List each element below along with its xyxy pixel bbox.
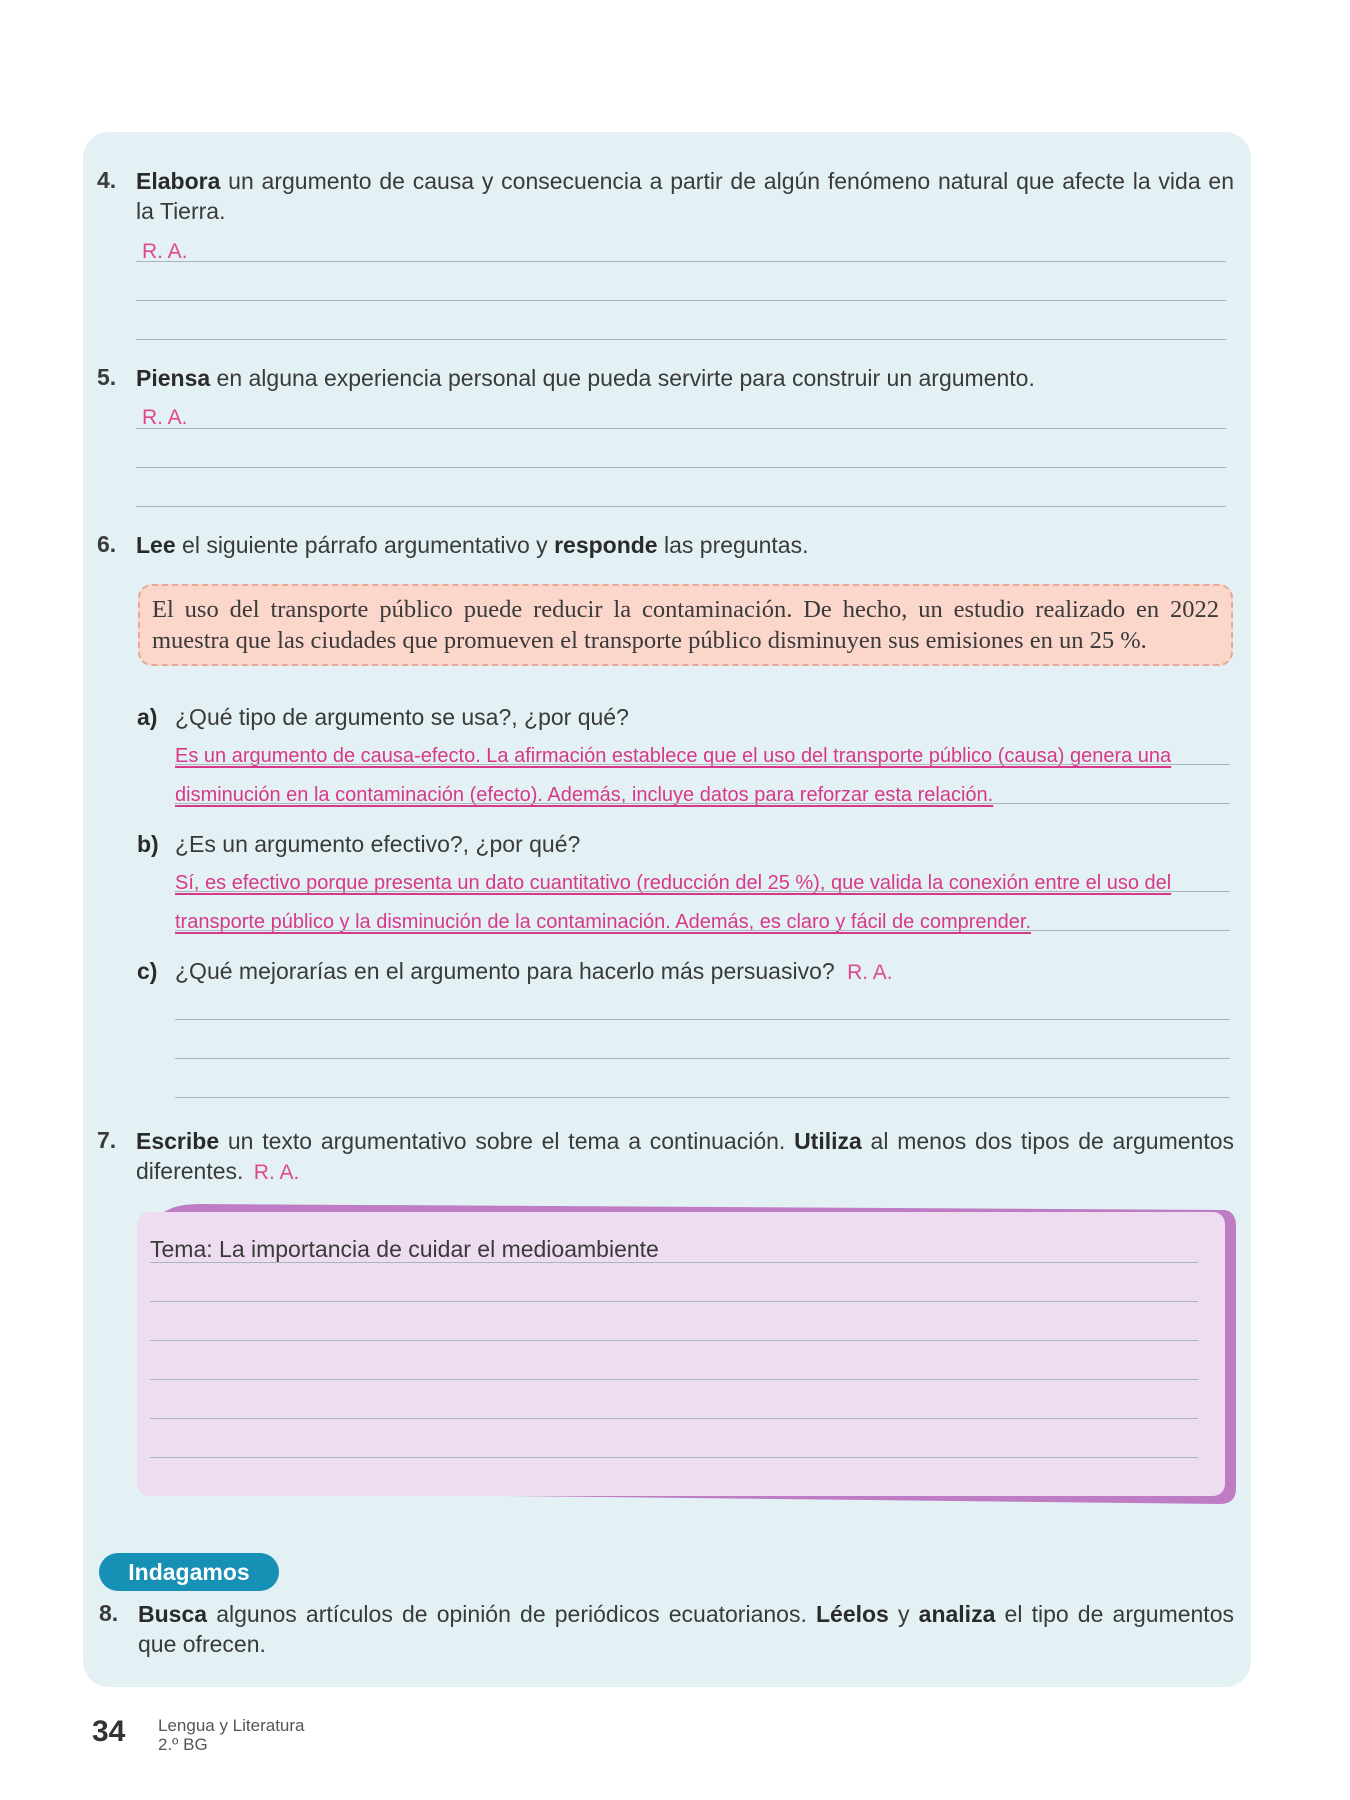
q6c-answer-line[interactable] (175, 1097, 1230, 1098)
q7-ra: R. A. (253, 1161, 300, 1184)
topic-writing-line[interactable] (150, 1379, 1198, 1380)
q8-verb-search: Busca (138, 1601, 208, 1627)
q6c-answer-line[interactable] (175, 1019, 1230, 1020)
q7-verb-write: Escribe (136, 1128, 220, 1154)
q8-text (138, 1599, 1234, 1659)
page-number: 34 (92, 1715, 126, 1748)
q5-rest: en alguna experiencia personal que pueda servirte para construir un argumento. (210, 365, 1035, 391)
q6b-answer-line1: Sí, es efectivo porque presenta un dato cuantitativo (reducción del 25 %), que valida la conexión entre el uso del (175, 872, 1172, 894)
q6c-question (175, 956, 893, 988)
q8-number: 8. (99, 1600, 119, 1626)
q6a-answer-line2: disminución en la contaminación (efecto). Además, incluye datos para reforzar esta relación. (175, 784, 994, 806)
q6c-question-text: ¿Qué mejorarías en el argumento para hacerlo más persuasivo? (175, 958, 835, 984)
q5-answer-line[interactable] (136, 428, 1226, 429)
q6b-label: b) (137, 831, 159, 857)
q6a-answer-line[interactable] (175, 764, 1230, 765)
q5-number: 5. (97, 364, 117, 390)
footer-grade: 2.º BG (158, 1735, 208, 1754)
q7-text (136, 1126, 1234, 1188)
q8-mid1: algunos artículos de opinión de periódicos ecuatorianos. (207, 1601, 816, 1627)
q8-verb-analyze: analiza (918, 1601, 996, 1627)
footer-subject-name: Lengua y Literatura (158, 1716, 305, 1735)
q6-rest: las preguntas. (657, 532, 809, 558)
q4-ra: R. A. (142, 240, 188, 263)
q6-text (136, 530, 808, 560)
q5-ra: R. A. (142, 406, 188, 429)
q5-verb: Piensa (136, 365, 211, 391)
q4-rest: un argumento de causa y consecuencia a partir de algún fenómeno natural que afecte la vida en la Tierra. (136, 168, 1234, 224)
topic-writing-line[interactable] (150, 1340, 1198, 1341)
topic-title: Tema: La importancia de cuidar el medioambiente (150, 1236, 659, 1262)
q4-text (136, 166, 1234, 226)
q4-answer-line[interactable] (136, 339, 1226, 340)
q6-verb-answer: responde (554, 532, 658, 558)
q6a-label: a) (137, 704, 158, 730)
q8-verb-read: Léelos (815, 1601, 889, 1627)
q6-verb-read: Lee (136, 532, 176, 558)
q7-rest: al menos dos tipos de argumentos diferentes. (136, 1128, 1235, 1184)
q6-number: 6. (97, 531, 117, 557)
q7-verb-use: Utiliza (794, 1128, 862, 1154)
q8-mid2: y (888, 1601, 919, 1627)
section-badge: Indagamos (99, 1553, 279, 1591)
topic-writing-line[interactable] (150, 1418, 1198, 1419)
q4-number: 4. (97, 167, 117, 193)
q6a-answer-line1: Es un argumento de causa-efecto. La afirmación establece que el uso del transporte público (causa) genera una (175, 745, 1172, 767)
q4-answer-line[interactable] (136, 300, 1226, 301)
q4-verb: Elabora (136, 168, 221, 194)
q6c-ra: R. A. (847, 961, 893, 984)
q6b-answer-line[interactable] (175, 930, 1230, 931)
q6b-answer-line2: transporte público y la disminución de la contaminación. Además, es claro y fácil de comprender. (175, 911, 1032, 933)
argumentative-paragraph: El uso del transporte público puede reducir la contaminación. De hecho, un estudio realizado en 2022 muestra que las ciudades que promueven el transporte público disminuyen sus emisiones en un 25 %. (138, 584, 1233, 666)
q6c-answer-line[interactable] (175, 1058, 1230, 1059)
footer-subject (158, 1716, 305, 1754)
q5-text (136, 363, 1035, 393)
q5-answer-line[interactable] (136, 467, 1226, 468)
q6c-label: c) (137, 958, 158, 984)
q6a-answer-line[interactable] (175, 803, 1230, 804)
topic-writing-line[interactable] (150, 1301, 1198, 1302)
q6b-answer-line[interactable] (175, 891, 1230, 892)
q8-rest: el tipo de argumentos que ofrecen. (138, 1601, 1234, 1657)
q5-answer-line[interactable] (136, 506, 1226, 507)
topic-writing-line[interactable] (150, 1457, 1198, 1458)
topic-writing-line[interactable] (150, 1262, 1198, 1263)
q6b-question: ¿Es un argumento efectivo?, ¿por qué? (175, 831, 581, 857)
q7-mid: un texto argumentativo sobre el tema a continuación. (219, 1128, 795, 1154)
q4-answer-line[interactable] (136, 261, 1226, 262)
q7-number: 7. (97, 1127, 117, 1153)
q6-mid: el siguiente párrafo argumentativo y (175, 532, 555, 558)
q6a-question: ¿Qué tipo de argumento se usa?, ¿por qué? (175, 704, 629, 730)
